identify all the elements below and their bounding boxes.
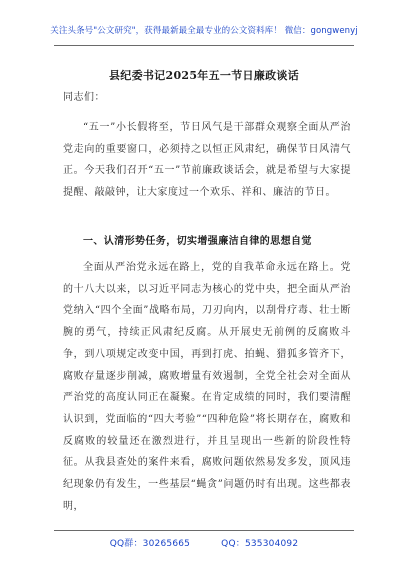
footer-contacts [0, 536, 408, 549]
header-divider [54, 45, 354, 46]
footer-qq: QQ：535304092 [221, 539, 299, 549]
footer-qq-group: QQ群：30265665 [109, 539, 191, 549]
paragraph-intro: “五一”小长假将至，节日风气是干部群众观察全面从严治党走向的重要窗口，必须持之以恒正风肃纪，确保节日风清气正。今天我们召开“五一”节前廉政谈话会，就是希望与大家提提醒、敲敲钟，让大家度过一个欢乐、祥和、廉洁的节日。 [63, 122, 351, 199]
paragraph-section-1: 全面从严治党永远在路上，党的自我革命永远在路上。党的十八大以来，以习近平同志为核心的党中央，把全面从严治党纳入“四个全面”战略布局，刀刃向内，以刮骨疗毒、壮士断腕的勇气，持续正风肃纪反腐。从开展史无前例的反腐败斗争，到八项规定改变中国，再到打虎、拍蝇、猎狐多管齐下，腐败存量逐步削减，腐败增量有效遏制，全党全社会对全面从严治党的高度认同正在凝聚。在肯定成绩的同时，我们要清醒认识到，党面临的“四大考验”“四种危险”将长期存在，腐败和反腐败的较量还在激烈进行，并且呈现出一些新的阶段性特征。从我县查处的案件来看，腐败问题依然易发多发，顶风违纪现象仍有发生，一些基层“蝇贪”问题仍时有出现。这些都表明， [63, 262, 351, 512]
promo-banner: 关注头条号"公文研究"，获得最新最全最专业的公文资料库！ 微信：gongwenyj [50, 26, 358, 36]
section-heading-1: 一、认清形势任务，切实增强廉洁自律的思想自觉 [83, 236, 312, 247]
salutation: 同志们： [63, 92, 105, 103]
document-title: 县纪委书记2025年五一节日廉政谈话 [108, 69, 299, 82]
footer-divider [54, 530, 354, 531]
